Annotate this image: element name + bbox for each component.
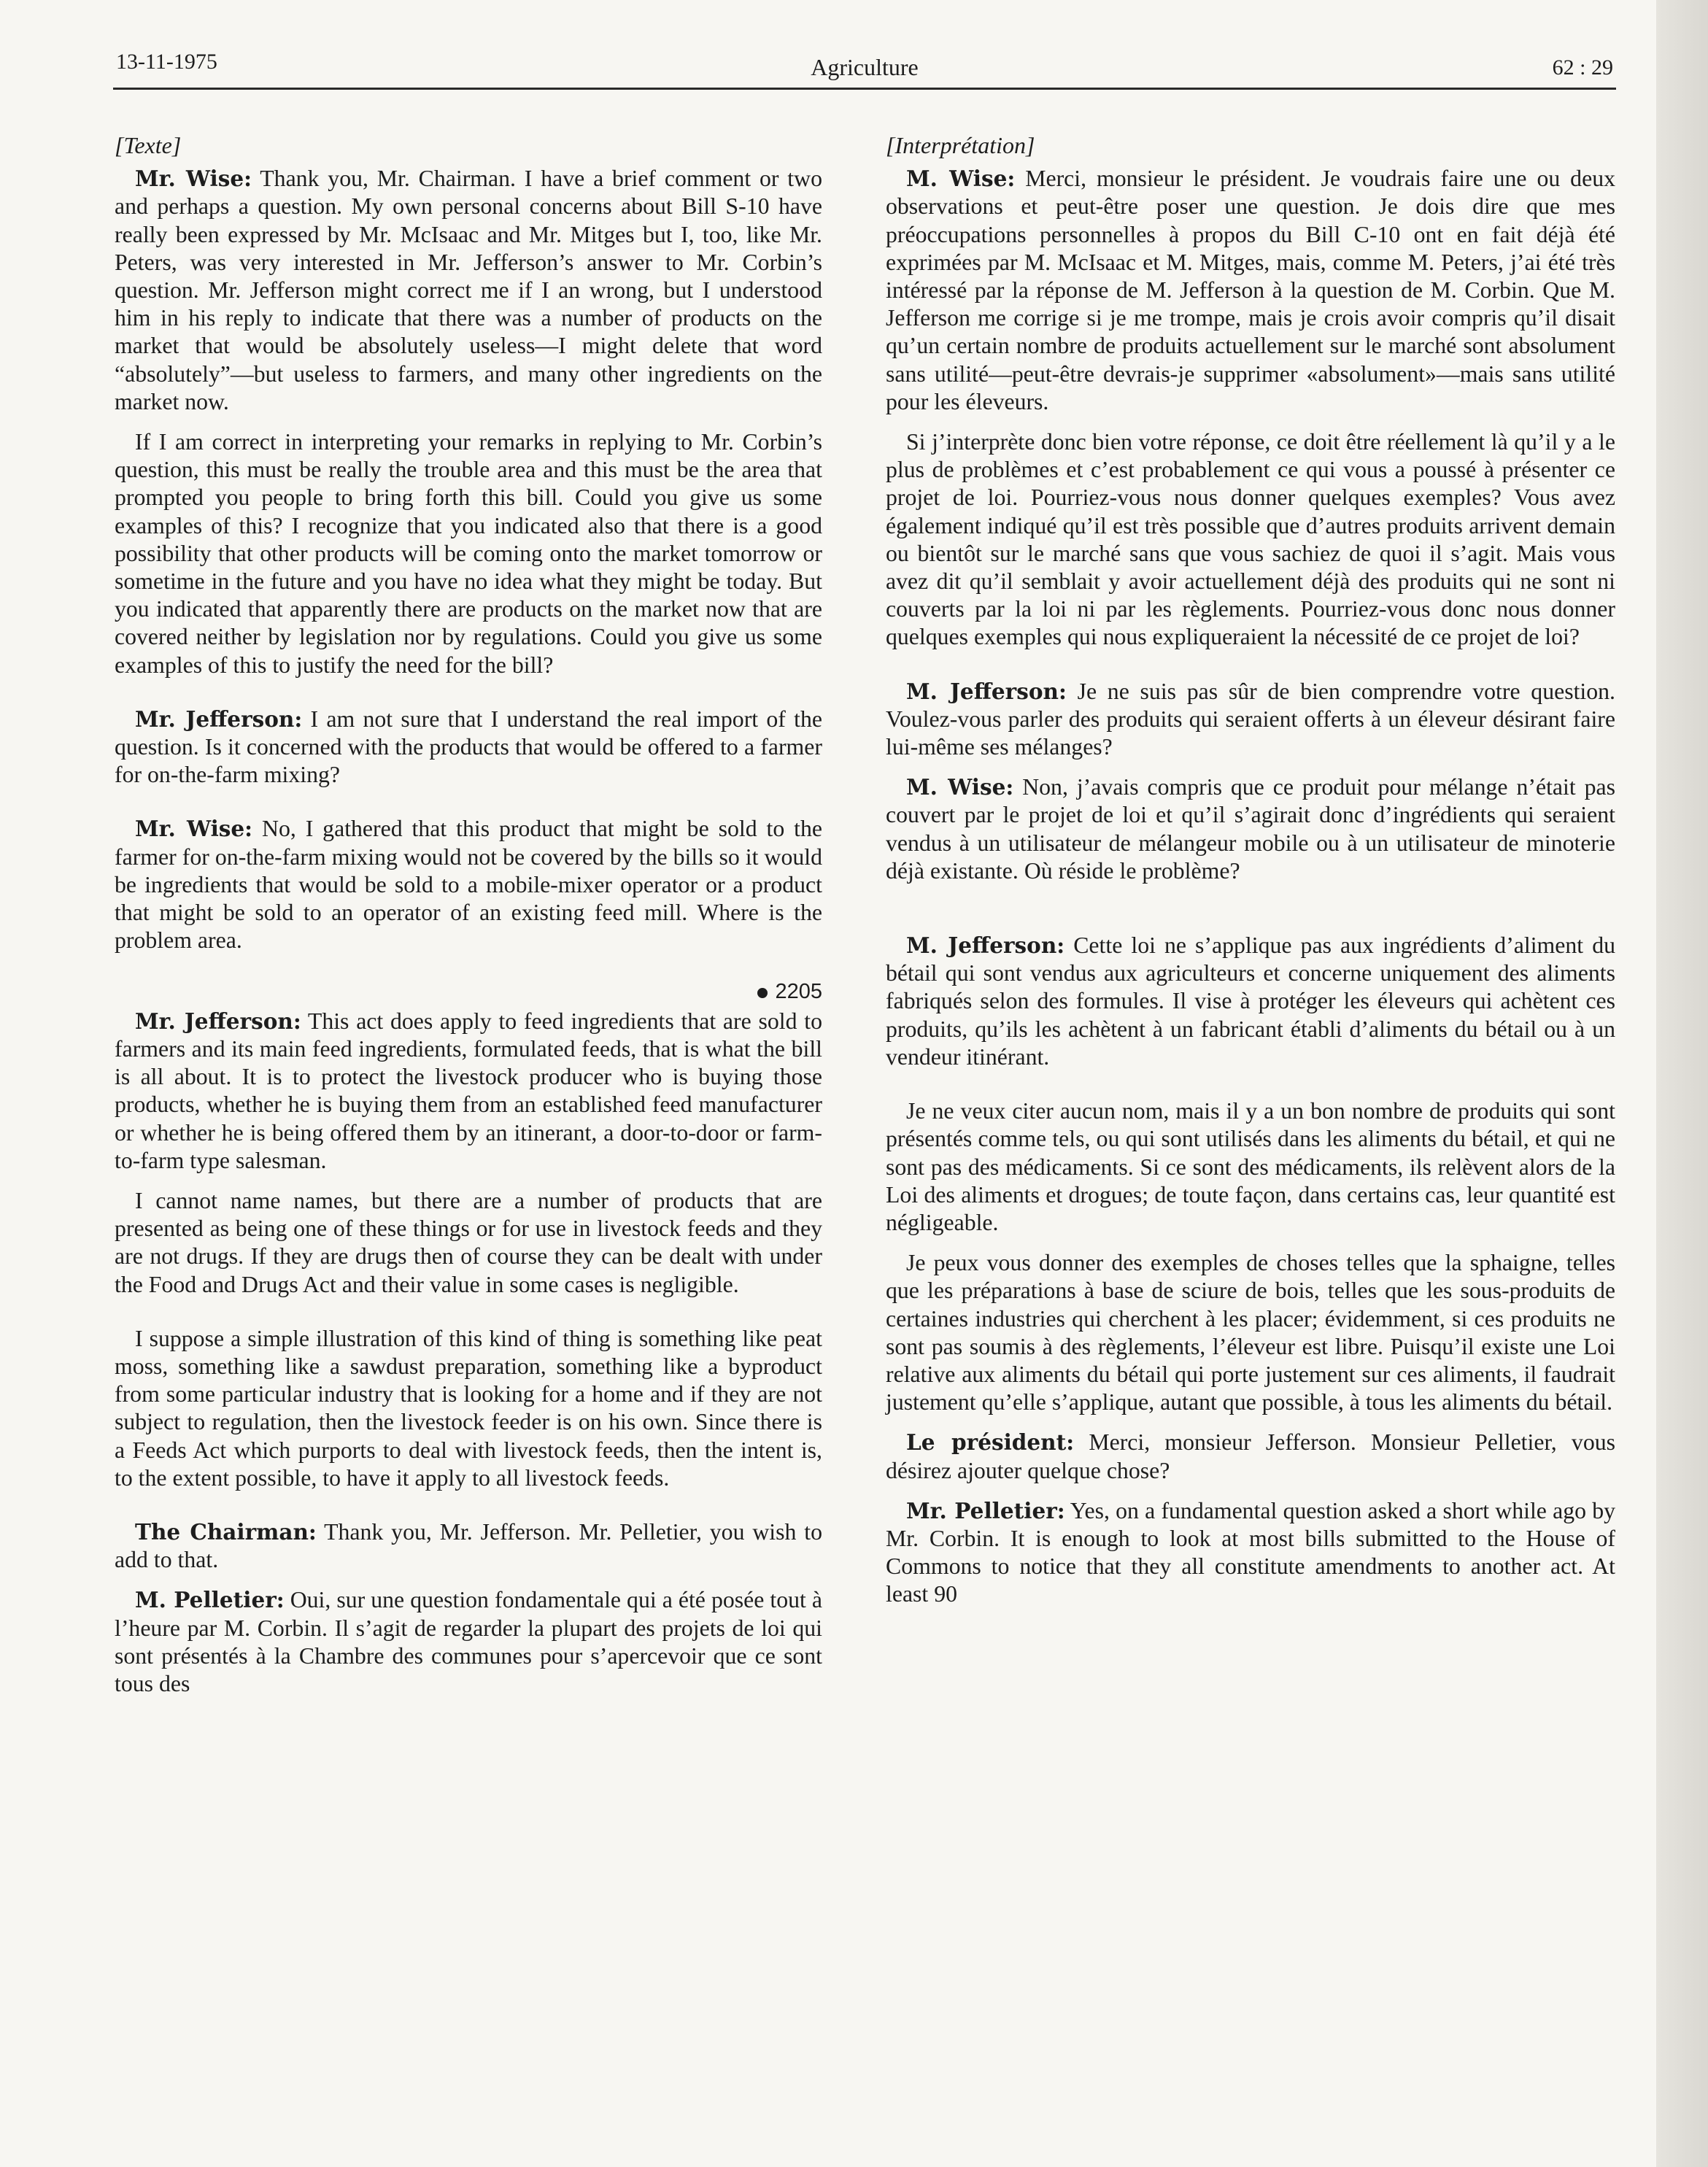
speech-text: Je peux vous donner des exemples de choses telles que la sphaigne, telles que les préparations à base de sciure de bois, telles que les sous-produits de certaines industries qui cherchent à les placer; évidemment, si ces produits ne sont pas soumis à des règlements, l’éleveur est libre. Puisqu’il existe une Loi relative aux aliments du bétail qui porte justement sur ces aliments, il faudrait justement qu’elle s’applique, autant que possible, à tous les aliments du bétail. — [886, 1250, 1615, 1415]
paragraph — [886, 165, 1615, 416]
speaker-name: Mr. Wise: — [135, 816, 253, 842]
paragraph — [886, 428, 1615, 652]
paragraph — [886, 1249, 1615, 1416]
paragraph — [115, 1187, 822, 1299]
speaker-name: M. Wise: — [906, 774, 1014, 800]
speech-text: I cannot name names, but there are a number of products that are presented as being one of these things or for use in livestock feeds and they are not drugs. If they are drugs then of course they can be dealt with under the Food and Drugs Act and their value in some cases is negligible. — [115, 1187, 822, 1297]
speech-text: Je ne suis pas sûr de bien comprendre votre question. Voulez-vous parler des produits qui seraient offerts à un éleveur désirant faire lui-même ses mélanges? — [886, 678, 1615, 760]
column-tag: [Texte] — [115, 132, 182, 158]
bullet-icon — [757, 988, 768, 998]
column-tag: [Interprétation] — [886, 132, 1035, 158]
speaker-name: M. Jefferson: — [906, 678, 1067, 704]
speech-text: If I am correct in interpreting your remarks in replying to Mr. Corbin’s question, this must be really the trouble area and this must be the area that prompted you people to bring forth this bill. Could you give us some examples of this? I recognize that you indicated also that there is a good possibility that other products will be coming onto the market tomorrow or sometime in the future and you have no idea what they might be today. But you indicated that apparently there are products on the market now that are covered neither by legislation nor by regulations. Could you give us some examples of this to justify the need for the bill? — [115, 429, 822, 678]
speaker-name: Mr. Wise: — [135, 166, 252, 192]
speech-text: Cette loi ne s’applique pas aux ingrédients d’aliment du bétail qui sont vendus aux agriculteurs et concerne uniquement des aliments fabriqués selon des formules. Il vise à protéger les éleveurs qui achètent ces produits, qu’ils les achètent à un fabricant établi d’aliments du bétail ou à un vendeur itinérant. — [886, 932, 1615, 1070]
speaker-name: M. Pelletier: — [135, 1587, 285, 1613]
paragraph — [115, 815, 822, 954]
speech-text: I suppose a simple illustration of this kind of thing is something like peat moss, something like a sawdust preparation, something like a byproduct from some particular industry that is looking for a home and if they are not subject to regulation, then the livestock feeder is on his own. Since there is a Feeds Act which purports to deal with livestock feeds, then the intent is, to the extent possible, to have it apply to all livestock feeds. — [115, 1325, 822, 1491]
speech-text: Oui, sur une question fondamentale qui a été posée tout à l’heure par M. Corbin. Il s’agit de regarder la plupart des projets de loi qui sont présentés à la Chambre des communes pour s’apercevoir que ce sont tous des — [115, 1587, 822, 1696]
paragraph — [115, 1518, 822, 1574]
speaker-name: Mr. Pelletier: — [906, 1497, 1065, 1523]
speaker-name: Le président: — [906, 1429, 1075, 1456]
paragraph — [886, 1097, 1615, 1237]
speech-text: Thank you, Mr. Jefferson. Mr. Pelletier, you wish to add to that. — [115, 1518, 822, 1573]
paragraph — [115, 1008, 822, 1175]
speech-text: Non, j’avais compris que ce produit pour mélange n’était pas couvert par le projet de loi et qu’il s’agirait donc d’ingrédients qui seraient vendus à un utilisateur de mélangeur mobile ou à un utilisateur de minoterie déjà existante. Où réside le problème? — [886, 774, 1615, 884]
speech-text: Je ne veux citer aucun nom, mais il y a un bon nombre de produits qui sont présentés comme tels, ou qui sont utilisés dans les aliments du bétail, et qui ne sont pas des médicaments. Si ce sont des médicaments, ils relèvent alors de la Loi des aliments et drogues; de toute façon, dans certains cas, leur quantité est négligeable. — [886, 1098, 1615, 1235]
header-date: 13-11-1975 — [116, 50, 217, 74]
speech-text: Thank you, Mr. Chairman. I have a brief comment or two and perhaps a question. My own personal concerns about Bill S-10 have really been expressed by Mr. McIsaac and Mr. Mitges but I, too, like Mr. Peters, was very interested in Mr. Jefferson’s answer to Mr. Corbin’s question. Mr. Jefferson might correct me if I an wrong, but I understood him in his reply to indicate that there was a number of products on the market that would be absolutely useless—I might delete that word “absolutely”—but useless to farmers, and many other ingredients on the market now. — [115, 166, 822, 414]
speech-text: I am not sure that I understand the real import of the question. Is it concerned with the products that would be offered to a farmer for on-the-farm mixing? — [115, 706, 822, 788]
time-marker — [115, 978, 822, 1005]
paragraph — [115, 428, 822, 679]
paragraph — [115, 1586, 822, 1698]
paragraph — [886, 932, 1615, 1071]
english-column — [115, 131, 822, 1710]
speaker-name: M. Wise: — [906, 166, 1016, 192]
header-page-number: 62 : 29 — [1552, 55, 1613, 80]
speech-text: Yes, on a fundamental question asked a short while ago by Mr. Corbin. It is enough to look at most bills submitted to the House of Commons to notice that they all constitute amendments to another act. At least 90 — [886, 1497, 1616, 1607]
speaker-name: M. Jefferson: — [906, 932, 1065, 959]
speaker-name: Mr. Jefferson: — [135, 706, 303, 732]
speech-text: Si j’interprète donc bien votre réponse, ce doit être réellement là qu’il y a le plus de problèmes et c’est probablement ce qui vous a poussé à présenter ce projet de loi. Pourriez-vous nous donner quelques exemples? Vous avez également indiqué qu’il est très possible que d’autres produits arrivent demain ou bientôt sur le marché sans que vous sachiez de quoi il s’agit. Mais vous avez dit qu’il semblait y avoir actuellement déjà des produits qui ne sont ni couverts par la loi ni par les règlements. Pourriez-vous donc nous donner quelques exemples qui nous expliqueraient la nécessité de ce projet de loi? — [886, 429, 1615, 650]
french-column — [886, 131, 1615, 1621]
paragraph — [115, 165, 822, 416]
speech-text: No, I gathered that this product that might be sold to the farmer for on-the-farm mixing would not be covered by the bills so it would be ingredients that would be sold to a mobile-mixer operator or a product that might be sold to an operator of an existing feed mill. Where is the problem area. — [115, 816, 822, 954]
paragraph — [886, 773, 1615, 885]
speech-text: This act does apply to feed ingredients that are sold to farmers and its main feed ingredients, formulated feeds, that is what the bill is all about. It is to protect the livestock producer who is buying those products, whether he is buying them from an established feed manufacturer or whether he is being offered them by an itinerant, a door-to-door or farm-to-farm type salesman. — [115, 1008, 822, 1173]
speaker-name: Mr. Jefferson: — [135, 1008, 301, 1034]
speech-text: Merci, monsieur le président. Je voudrais faire une ou deux observations et peut-être poser une question. Je dois dire que mes préoccupations personnelles à propos du Bill C-10 ont en fait déjà été exprimées par M. McIsaac et M. Mitges, mais, comme M. Peters, j’ai été très intéressé par la réponse de M. Jefferson à la question de M. Corbin. Que M. Jefferson me corrige si je me trompe, mais je crois avoir compris qu’il disait qu’un certain nombre de produits actuellement sur le marché sont absolument sans utilité—peut-être devrais-je supprimer «absolument»—mais sans utilité pour les éleveurs. — [886, 166, 1615, 414]
page-edge — [1656, 0, 1708, 2167]
speech-text: Merci, monsieur Jefferson. Monsieur Pelletier, vous désirez ajouter quelque chose? — [886, 1429, 1615, 1483]
paragraph — [886, 678, 1615, 762]
paragraph — [886, 1497, 1615, 1609]
page-header — [113, 50, 1616, 90]
header-section-title: Agriculture — [811, 54, 919, 80]
time-marker-value: 2205 — [775, 980, 822, 1004]
paragraph — [886, 1429, 1615, 1484]
paragraph — [115, 706, 822, 789]
paragraph — [115, 1325, 822, 1492]
speaker-name: The Chairman: — [135, 1518, 317, 1545]
